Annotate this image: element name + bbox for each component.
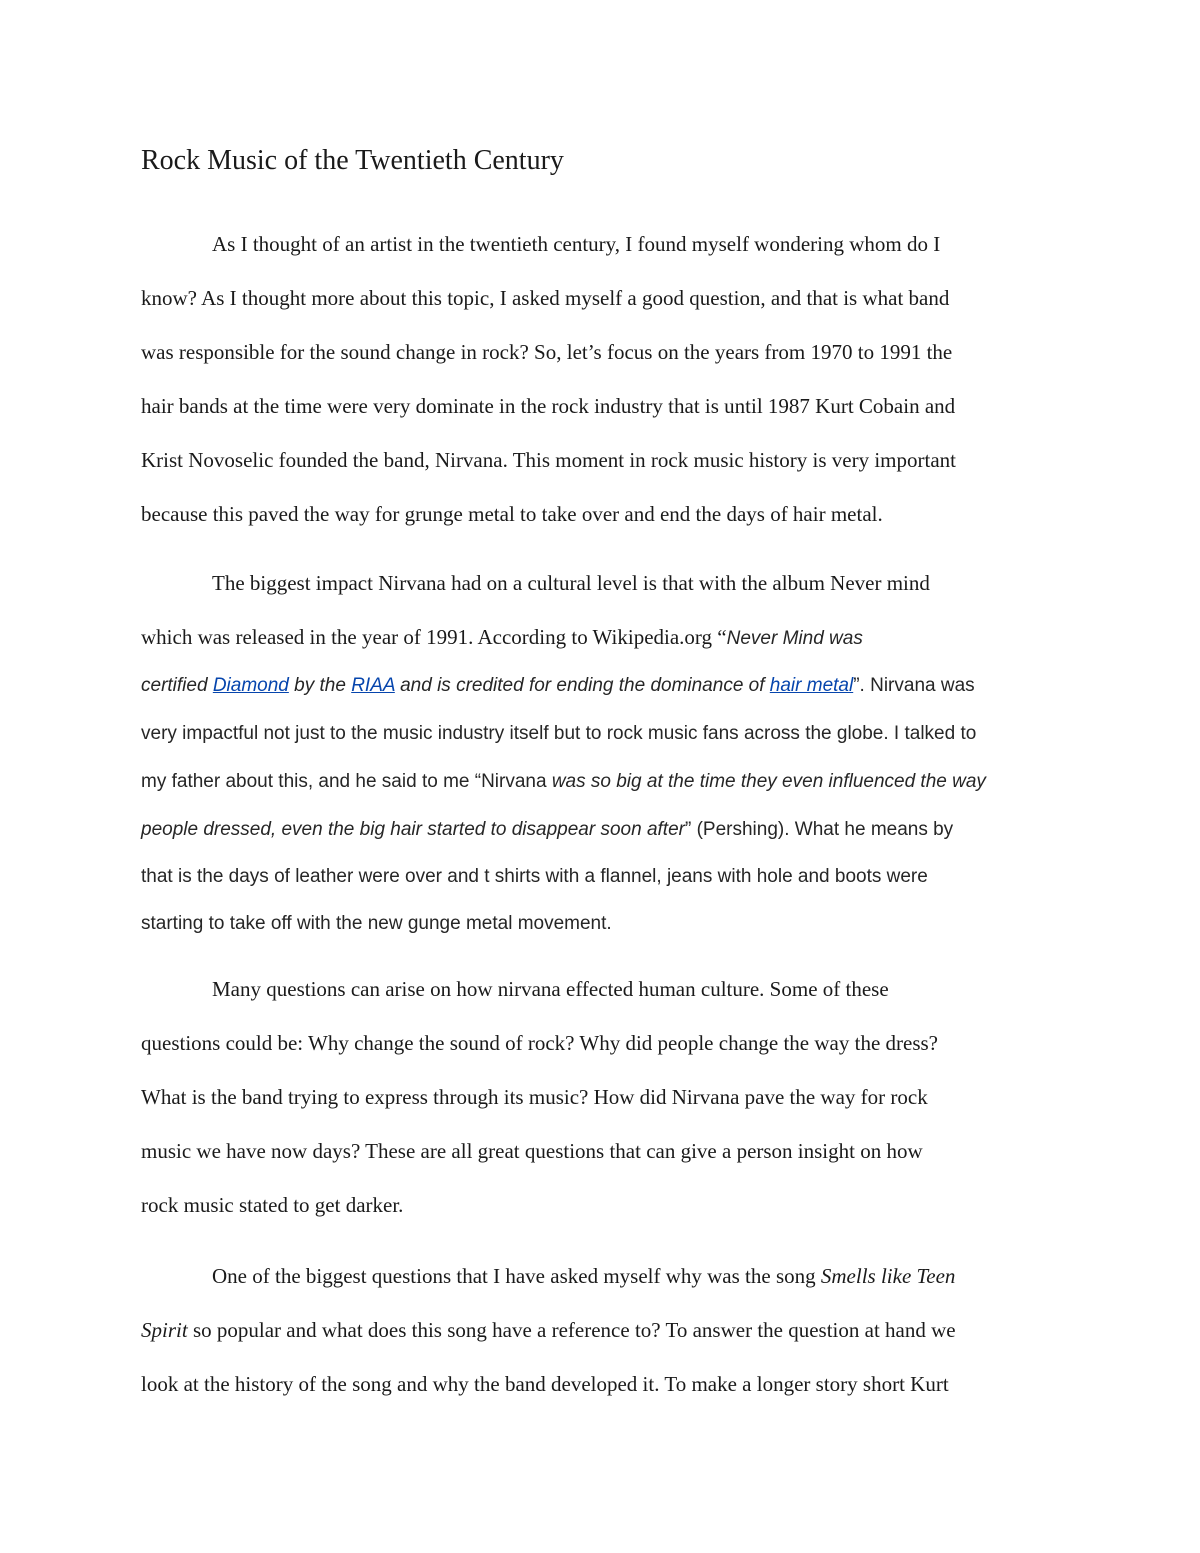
father-quote-part-2: people dressed, even the big hair started to disappear soon after xyxy=(141,819,685,840)
father-quote-intro: my father about this, and he said to me “Nirvana xyxy=(141,771,552,792)
p2-line-6 xyxy=(141,817,953,843)
p4-line-2-text: so popular and what does this song have a reference to? To answer the question at hand we xyxy=(187,1318,956,1342)
citation-pershing: ” (Pershing). What he means by xyxy=(684,819,954,840)
p2-line-3 xyxy=(141,673,975,699)
quote-part-3: and is credited for ending the dominance of xyxy=(394,675,770,696)
p3-line-4: music we have now days? These are all great questions that can give a person insight on how xyxy=(141,1139,923,1163)
p3-line-1: Many questions can arise on how nirvana effected human culture. Some of these xyxy=(212,977,889,1001)
quote-end: ”. Nirvana was xyxy=(853,675,975,696)
p3-line-2: questions could be: Why change the sound of rock? Why did people change the way the dress? xyxy=(141,1031,938,1055)
p1-line-6: because this paved the way for grunge metal to take over and end the days of hair metal. xyxy=(141,502,883,526)
p2-line-7: that is the days of leather were over and t shirts with a flannel, jeans with hole and boots were xyxy=(141,866,928,887)
p2-line-5 xyxy=(141,769,986,795)
p2-line-2 xyxy=(141,624,863,652)
father-quote-part-1: was so big at the time they even influenced the way xyxy=(551,771,986,792)
p2-line-8: starting to take off with the new gunge metal movement. xyxy=(141,913,612,934)
p4-line-2 xyxy=(141,1317,956,1343)
document-title: Rock Music of the Twentieth Century xyxy=(141,145,564,176)
p3-line-5: rock music stated to get darker. xyxy=(141,1193,404,1217)
p4-line-1-text: One of the biggest questions that I have asked myself why was the song xyxy=(212,1264,821,1288)
link-diamond[interactable]: Diamond xyxy=(212,675,289,696)
quote-never-mind: Never Mind was xyxy=(726,628,863,649)
link-hair-metal[interactable]: hair metal xyxy=(769,675,854,696)
p1-line-5: Krist Novoselic founded the band, Nirvana. This moment in rock music history is very important xyxy=(141,448,956,472)
p3-line-3: What is the band trying to express through its music? How did Nirvana pave the way for rock xyxy=(141,1085,928,1109)
p2-line-4: very impactful not just to the music industry itself but to rock music fans across the globe. I talked to xyxy=(141,723,977,744)
quote-part-2: by the xyxy=(288,675,352,696)
p1-line-3: was responsible for the sound change in rock? So, let’s focus on the years from 1970 to 1991 the xyxy=(141,340,953,364)
song-title-part-1: Smells like Teen xyxy=(820,1264,956,1288)
p1-line-2: know? As I thought more about this topic, I asked myself a good question, and that is what band xyxy=(141,286,950,310)
p1-line-1: As I thought of an artist in the twentieth century, I found myself wondering whom do I xyxy=(212,232,941,256)
p2-line-1: The biggest impact Nirvana had on a cultural level is that with the album Never mind xyxy=(212,571,930,595)
p4-line-1 xyxy=(212,1263,955,1289)
p4-line-3: look at the history of the song and why the band developed it. To make a longer story short Kurt xyxy=(141,1372,949,1396)
quote-part-1: certified xyxy=(141,675,213,696)
p2-line-2-text: which was released in the year of 1991. According to Wikipedia.org “ xyxy=(141,625,727,649)
p1-line-4: hair bands at the time were very dominate in the rock industry that is until 1987 Kurt Cobain and xyxy=(141,394,956,418)
link-riaa[interactable]: RIAA xyxy=(351,675,395,696)
song-title-part-2: Spirit xyxy=(141,1318,188,1342)
